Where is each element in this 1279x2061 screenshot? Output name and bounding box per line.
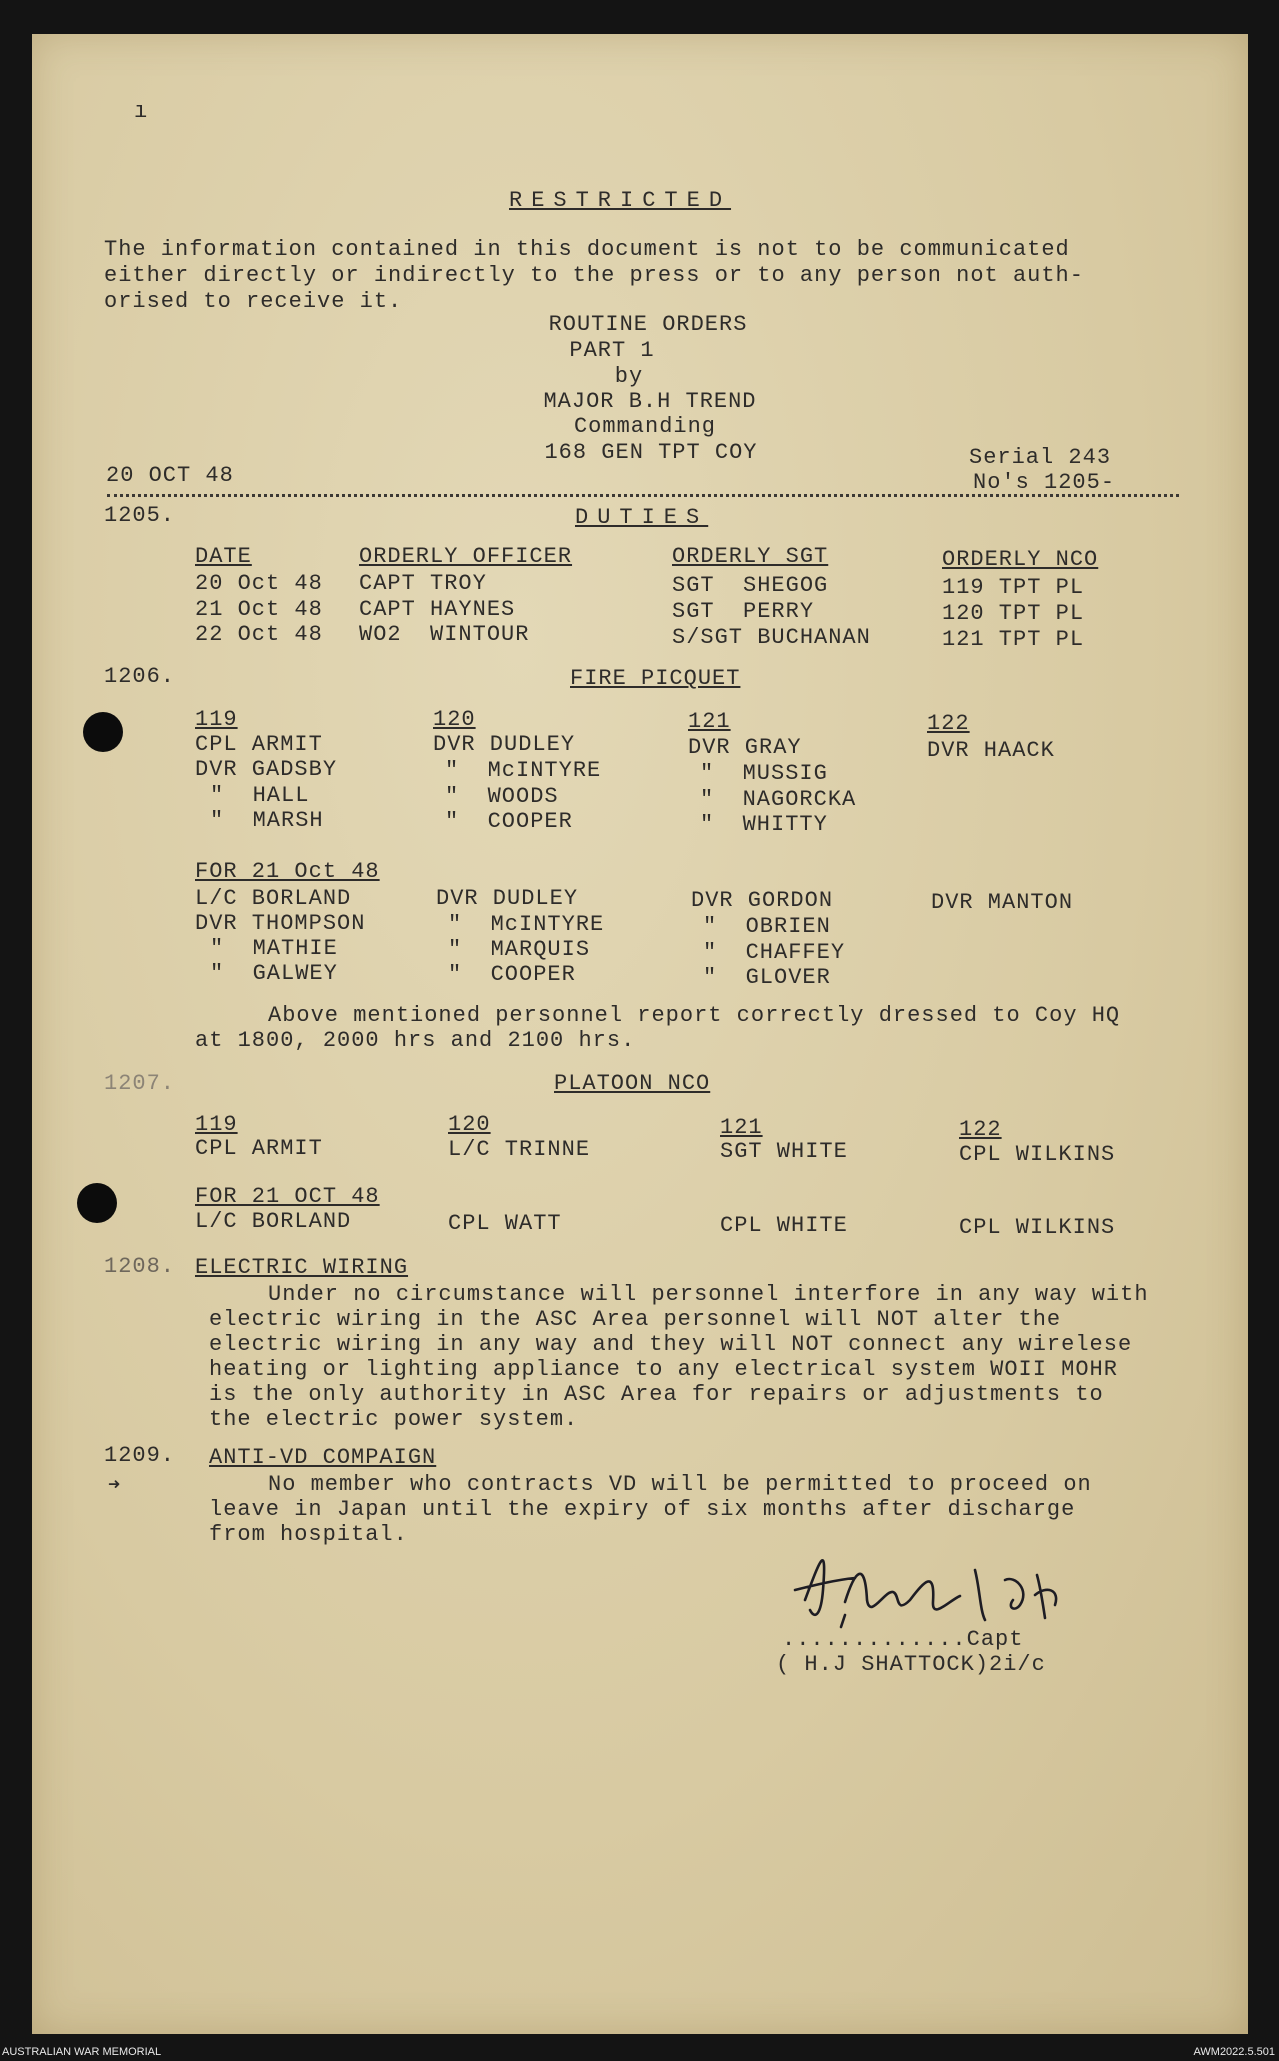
nco-entry: SGT WHITE bbox=[720, 1139, 848, 1164]
platoon-number: 119 bbox=[195, 707, 238, 732]
section-number: 1206. bbox=[104, 664, 176, 689]
roster-entry: DVR DUDLEY bbox=[436, 886, 579, 911]
corner-mark: ı bbox=[134, 99, 149, 124]
for-date-label: FOR 21 Oct 48 bbox=[195, 859, 380, 884]
paragraph-line: heating or lighting appliance to any electrical system WOII MOHR bbox=[209, 1357, 1118, 1382]
table-cell: SGT SHEGOG bbox=[672, 573, 829, 598]
roster-entry: " HALL bbox=[210, 783, 310, 808]
table-cell: 120 TPT PL bbox=[942, 601, 1085, 626]
platoon-number: 120 bbox=[433, 707, 476, 732]
signature-rank-line: .............Capt bbox=[782, 1627, 1024, 1652]
section-heading: PLATOON NCO bbox=[554, 1071, 711, 1096]
column-header: DATE bbox=[195, 544, 252, 569]
title-line: 168 GEN TPT COY bbox=[544, 440, 758, 465]
section-number: 1208. bbox=[104, 1254, 176, 1279]
table-cell: 20 Oct 48 bbox=[195, 571, 323, 596]
title-line: MAJOR B.H TREND bbox=[543, 389, 757, 414]
order-date: 20 OCT 48 bbox=[106, 463, 234, 488]
roster-entry: DVR GADSBY bbox=[195, 757, 338, 782]
for-date-label: FOR 21 OCT 48 bbox=[195, 1184, 380, 1209]
column-header: ORDERLY NCO bbox=[942, 547, 1099, 572]
roster-entry: " WHITTY bbox=[700, 812, 828, 837]
footer-accession: AWM2022.5.501 bbox=[1193, 2046, 1275, 2058]
table-cell: SGT PERRY bbox=[672, 599, 815, 624]
punch-hole bbox=[77, 1183, 117, 1223]
paragraph-line: leave in Japan until the expiry of six months after discharge bbox=[209, 1497, 1076, 1522]
signatory-name: ( H.J SHATTOCK)2i/c bbox=[776, 1652, 1046, 1677]
notice-line: either directly or indirectly to the press or to any person not auth- bbox=[104, 263, 1084, 288]
paragraph-line: electric wiring in any way and they will NOT connect any wirelese bbox=[209, 1332, 1133, 1357]
section-number: 1205. bbox=[104, 503, 176, 528]
roster-entry: DVR GORDON bbox=[691, 888, 834, 913]
note-line: at 1800, 2000 hrs and 2100 hrs. bbox=[195, 1028, 636, 1053]
order-numbers: No's 1205- bbox=[973, 470, 1116, 495]
platoon-number: 121 bbox=[688, 709, 731, 734]
roster-entry: DVR MANTON bbox=[931, 890, 1074, 915]
nco-entry: CPL ARMIT bbox=[195, 1136, 323, 1161]
roster-entry: " McINTYRE bbox=[445, 758, 602, 783]
roster-entry: DVR DUDLEY bbox=[433, 732, 576, 757]
title-line: PART 1 bbox=[569, 338, 655, 363]
nco-entry: CPL WILKINS bbox=[959, 1215, 1116, 1240]
platoon-number: 119 bbox=[195, 1112, 238, 1137]
table-cell: 121 TPT PL bbox=[942, 627, 1085, 652]
table-cell: 119 TPT PL bbox=[942, 575, 1085, 600]
table-cell: CAPT TROY bbox=[359, 571, 487, 596]
section-number: 1207. bbox=[104, 1071, 176, 1096]
roster-entry: DVR HAACK bbox=[927, 738, 1055, 763]
title-line: Commanding bbox=[573, 414, 717, 439]
platoon-number: 122 bbox=[927, 711, 970, 736]
table-cell: S/SGT BUCHANAN bbox=[672, 625, 871, 650]
roster-entry: " MATHIE bbox=[210, 936, 338, 961]
roster-entry: " COOPER bbox=[445, 809, 573, 834]
title-line: ROUTINE ORDERS bbox=[548, 312, 748, 337]
punch-hole bbox=[83, 712, 123, 752]
roster-entry: DVR THOMPSON bbox=[195, 911, 366, 936]
paragraph-line: Under no circumstance will personnel interfore in any way with bbox=[268, 1282, 1149, 1307]
roster-entry: DVR GRAY bbox=[688, 735, 802, 760]
nco-entry: CPL WHITE bbox=[720, 1213, 848, 1238]
section-number: 1209. bbox=[104, 1443, 176, 1468]
roster-entry: " WOODS bbox=[445, 784, 559, 809]
roster-entry: " McINTYRE bbox=[448, 912, 605, 937]
paragraph-line: from hospital. bbox=[209, 1522, 408, 1547]
platoon-number: 120 bbox=[448, 1112, 491, 1137]
roster-entry: " MARSH bbox=[210, 808, 324, 833]
roster-entry: " NAGORCKA bbox=[700, 787, 857, 812]
roster-entry: " GLOVER bbox=[703, 965, 831, 990]
handwritten-signature bbox=[775, 1530, 1105, 1640]
section-heading: ELECTRIC WIRING bbox=[195, 1255, 409, 1280]
paragraph-line: No member who contracts VD will be permitted to proceed on bbox=[268, 1472, 1092, 1497]
platoon-number: 121 bbox=[720, 1115, 763, 1140]
roster-entry: L/C BORLAND bbox=[195, 886, 352, 911]
nco-entry: CPL WILKINS bbox=[959, 1142, 1116, 1167]
notice-line: orised to receive it. bbox=[104, 289, 403, 314]
roster-entry: " MARQUIS bbox=[448, 937, 591, 962]
title-line: by bbox=[614, 364, 644, 389]
footer-credit: AUSTRALIAN WAR MEMORIAL bbox=[2, 2046, 162, 2058]
nco-entry: L/C TRINNE bbox=[448, 1137, 591, 1162]
paragraph-line: the electric power system. bbox=[209, 1407, 579, 1432]
paragraph-line: is the only authority in ASC Area for repairs or adjustments to bbox=[209, 1382, 1104, 1407]
serial-number: Serial 243 bbox=[969, 445, 1112, 470]
platoon-number: 122 bbox=[959, 1117, 1002, 1142]
table-cell: WO2 WINTOUR bbox=[359, 622, 530, 647]
restricted-label: RESTRICTED bbox=[509, 188, 732, 213]
roster-entry: " GALWEY bbox=[210, 961, 338, 986]
separator-line bbox=[107, 494, 1179, 497]
section-heading: FIRE PICQUET bbox=[570, 666, 741, 691]
arrow-mark-icon: ➜ bbox=[108, 1475, 122, 1498]
roster-entry: " COOPER bbox=[448, 962, 576, 987]
column-header: ORDERLY SGT bbox=[672, 544, 829, 569]
nco-entry: CPL WATT bbox=[448, 1211, 562, 1236]
roster-entry: " MUSSIG bbox=[700, 761, 828, 786]
nco-entry: L/C BORLAND bbox=[195, 1209, 352, 1234]
section-heading: ANTI-VD COMPAIGN bbox=[209, 1445, 437, 1470]
paragraph-line: electric wiring in the ASC Area personnel will NOT alter the bbox=[209, 1307, 1062, 1332]
roster-entry: CPL ARMIT bbox=[195, 732, 323, 757]
roster-entry: " CHAFFEY bbox=[703, 940, 846, 965]
section-heading: DUTIES bbox=[575, 505, 709, 530]
column-header: ORDERLY OFFICER bbox=[359, 544, 573, 569]
roster-entry: " OBRIEN bbox=[703, 914, 831, 939]
table-cell: 22 Oct 48 bbox=[195, 622, 323, 647]
notice-line: The information contained in this document is not to be communicated bbox=[104, 237, 1070, 262]
note-line: Above mentioned personnel report correctly dressed to Coy HQ bbox=[268, 1003, 1121, 1028]
table-cell: CAPT HAYNES bbox=[359, 597, 516, 622]
table-cell: 21 Oct 48 bbox=[195, 597, 323, 622]
